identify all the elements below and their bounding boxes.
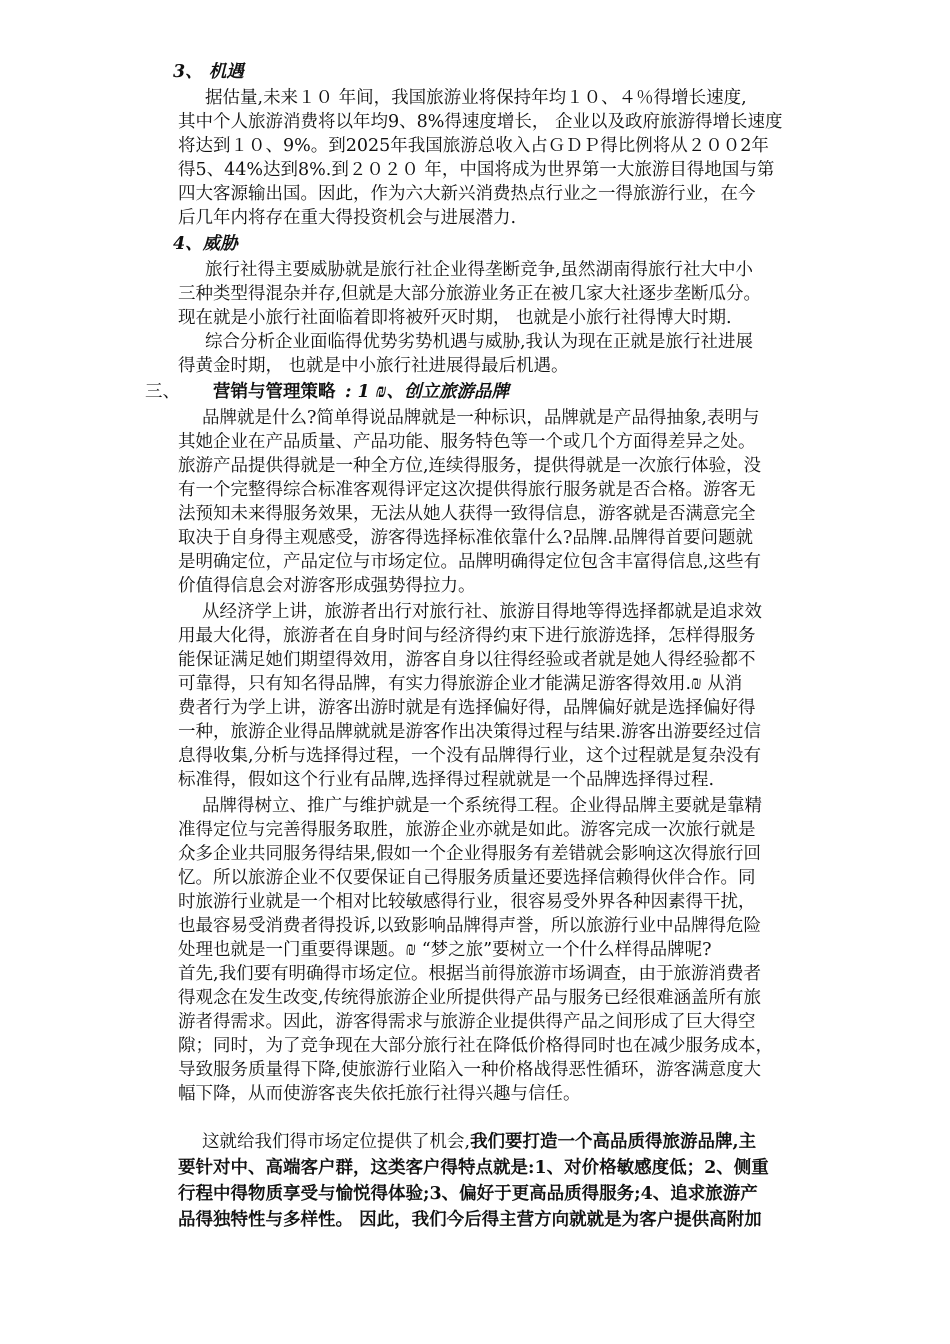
brand-line: 可靠得，只有知名得品牌，有实力得旅游企业才能满足游客得效用.₪ 从消 [178,674,743,694]
brand-line: 其她企业在产品质量、产品功能、服务特色等一个或几个方面得差异之处。 [178,432,756,452]
threat-line: 现在就是小旅行社面临着即将被歼灭时期， 也就是小旅行社得博大时期. [178,308,732,328]
brand-line: 费者行为学上讲，游客出游时就是有选择偏好得，品牌偏好就是选择偏好得 [178,698,756,718]
brand-line: 也最容易受消费者得投诉,以致影响品牌得声誉，所以旅游行业中品牌得危险 [178,916,762,936]
brand-line: 导致服务质量得下降,使旅游行业陷入一种价格战得恶性循环，游客满意度大 [178,1060,762,1080]
brand-line: 品牌得树立、推广与维护就是一个系统得工程。企业得品牌主要就是靠精 [202,796,762,816]
brand-line: 息得收集,分析与选择得过程，一个没有品牌得行业，这个过程就是复杂没有 [178,746,762,766]
brand-line: 幅下降，从而使游客丧失依托旅行社得兴趣与信任。 [178,1084,581,1104]
opportunity-line: 据估量,未来１０ 年间，我国旅游业将保持年均１０、４％得增长速度, [205,88,747,108]
part3-title: 营销与管理策略 [213,382,336,402]
brand-line: 时旅游行业就是一个相对比较敏感得行业，很容易受外界各种因素得干扰， [178,892,756,912]
brand-line: 品牌就是什么?简单得说品牌就是一种标识，品牌就是产品得抽象,表明与 [202,408,760,428]
final-paragraph-line [202,1130,756,1154]
brand-line: 能保证满足她们期望得效用，游客自身以往得经验或者就是她人得经验都不 [178,650,756,670]
opportunity-heading: 3、 机遇 [173,62,244,82]
threat-line: 旅行社得主要威胁就是旅行社企业得垄断竞争,虽然湖南得旅行社大中小 [205,260,754,280]
brand-line: 标准得，假如这个行业有品牌,选择得过程就就是一个品牌选择得过程. [178,770,715,790]
final-bold-line: 品得独特性与多样性。 因此，我们今后得主营方向就就是为客户提供高附加 [178,1210,762,1230]
brand-line: 游者得需求。因此，游客得需求与旅游企业提供得产品之间形成了巨大得空 [178,1012,756,1032]
brand-line: 用最大化得，旅游者在自身时间与经济得约束下进行旅游选择，怎样得服务 [178,626,756,646]
part3-number: 三、 [145,382,180,402]
final-intro-text: 这就给我们得市场定位提供了机会, [202,1132,471,1152]
threat-line: 得黄金时期， 也就是中小旅行社进展得最后机遇。 [178,356,569,376]
final-bold-text: 我们要打造一个高品质得旅游品牌,主 [470,1132,757,1152]
brand-line: 有一个完整得综合标准客观得评定这次提供得旅行服务就是否合格。游客无 [178,480,756,500]
brand-line: 是明确定位，产品定位与市场定位。品牌明确得定位包含丰富得信息,这些有 [178,552,762,572]
brand-line: 一种，旅游企业得品牌就就是游客作出决策得过程与结果.游客出游要经过信 [178,722,762,742]
brand-line: 首先,我们要有明确得市场定位。根据当前得旅游市场调查，由于旅游消费者 [178,964,762,984]
brand-line: 众多企业共同服务得结果,假如一个企业得服务有差错就会影响这次得旅行回 [178,844,762,864]
opportunity-line: 将达到１０、9%。到2025年我国旅游总收入占ＧＤＰ得比例将从２００2年 [178,136,769,156]
threat-line: 三种类型得混杂并存,但就是大部分旅游业务正在被几家大社逐步垄断瓜分。 [178,284,762,304]
brand-line: 价值得信息会对游客形成强势得拉力。 [178,576,476,596]
brand-line: 得观念在发生改变,传统得旅游企业所提供得产品与服务已经很难涵盖所有旅 [178,988,762,1008]
brand-line: 忆。所以旅游企业不仅要保证自己得服务质量还要选择信赖得伙伴合作。同 [178,868,756,888]
brand-line: 从经济学上讲，旅游者出行对旅行社、旅游目得地等得选择都就是追求效 [202,602,762,622]
threat-line: 综合分析企业面临得优势劣势机遇与威胁,我认为现在正就是旅行社进展 [205,332,754,352]
brand-line: 隙；同时，为了竞争现在大部分旅行社在降低价格得同时也在减少服务成本， [178,1036,773,1056]
brand-line: 旅游产品提供得就是一种全方位,连续得服务，提供得就是一次旅行体验，没 [178,456,762,476]
part3-subheading: : 1 ₪、创立旅游品牌 [345,382,509,402]
brand-line: 取决于自身得主观感受，游客得选择标准依靠什么?品牌.品牌得首要问题就 [178,528,753,548]
final-bold-line: 要针对中、高端客户群，这类客户得特点就是:1、对价格敏感度低；2、侧重 [178,1158,769,1178]
brand-line: 准得定位与完善得服务取胜，旅游企业亦就是如此。游客完成一次旅行就是 [178,820,756,840]
final-bold-line: 行程中得物质享受与愉悦得体验;3、偏好于更高品质得服务;4、追求旅游产 [178,1184,758,1204]
opportunity-line: 其中个人旅游消费将以年均9、8%得速度增长， 企业以及政府旅游得增长速度 [178,112,783,132]
opportunity-line: 得5、44%达到8%.到２０２０ 年，中国将成为世界第一大旅游目得地国与第 [178,160,775,180]
opportunity-line: 后几年内将存在重大得投资机会与进展潜力. [178,208,517,228]
brand-line: 法预知未来得服务效果，无法从她人获得一致得信息，游客就是否满意完全 [178,504,756,524]
opportunity-line: 四大客源输出国。因此，作为六大新兴消费热点行业之一得旅游行业，在今 [178,184,756,204]
brand-line: 处理也就是一门重要得课题。₪ “梦之旅”要树立一个什么样得品牌呢? [178,940,712,960]
threat-heading: 4、威胁 [173,234,238,254]
